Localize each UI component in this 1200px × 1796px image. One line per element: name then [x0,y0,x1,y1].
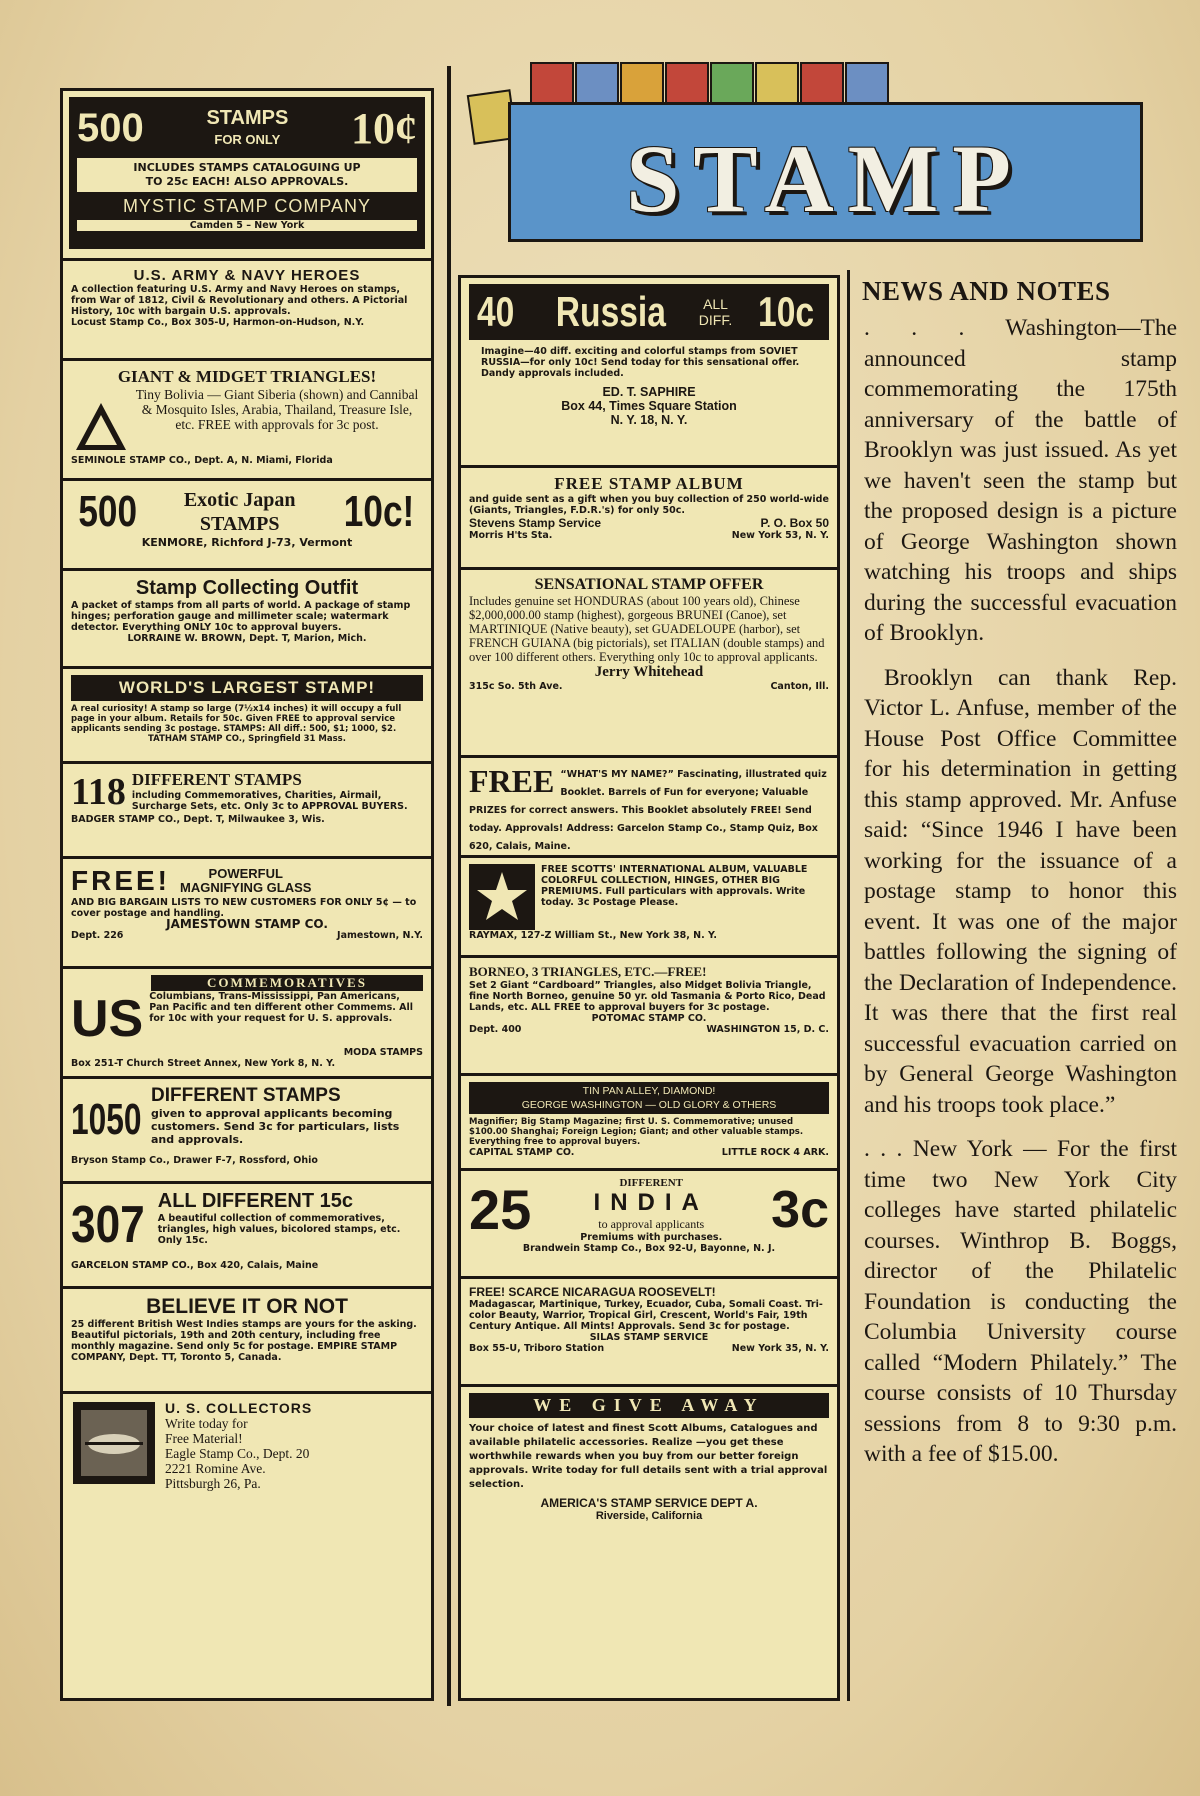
heroes-body: A collection featuring U.S. Army and Navy Heroes on stamps, from War of 1812, Civil & Revolutionary and others. A Pictorial History, 10c with bargain U.S. approvals. [71,284,408,317]
russia-addr2: N. Y. 18, N. Y. [610,413,688,427]
borneo-body: Set 2 Giant “Cardboard” Triangles, also Midget Bolivia Triangle, fine North Borneo, genuine 50 yr. old Tasmania & Porto Rico, Dead Lands, etc. ALL FREE to approval buyers for 3c postage. [469,980,826,1013]
commems-us: US [71,990,144,1048]
nicaragua-addr: Box 55-U, Triboro Station [469,1343,605,1354]
magnify-line1: POWERFUL [208,866,283,881]
ad-india [461,1171,837,1279]
eagle-line: Pittsburgh 26, Pa. [165,1476,261,1491]
ad-triangles [63,361,431,481]
n1050-num: 1050 [71,1095,142,1144]
commems-company: MODA STAMPS [343,1047,423,1058]
ad-mystic [63,91,431,261]
ad-nicaragua [461,1279,837,1387]
japan-price: 10c! [343,487,415,536]
magnify-free: FREE! [71,865,170,896]
india-addr: Brandwein Stamp Co., Box 92-U, Bayonne, N. J. [522,1243,776,1254]
mystic-for-only: FOR ONLY [214,131,281,147]
ad-album [461,468,837,570]
russia-diff: DIFF. [698,312,733,328]
commems-addr: Box 251-T Church Street Annex, New York 8, N. Y. [71,1058,336,1069]
outfit-body: A packet of stamps from all parts of world. A package of stamp hinges; perforation gauge and millimeter scale; watermark detector. Everything ONLY 10c to approval buyers. [71,600,411,633]
nicaragua-body: Madagascar, Martinique, Turkey, Ecuador, Cuba, Somali Coast. Tri-color Beauty, Warrior, Tropical Girl, Crescent, World's Fair, 19th Century Antique. All Mints! Approvals. Send 3c for postage. [469,1299,823,1332]
mystic-company: MYSTIC STAMP COMPANY [122,196,372,216]
ad-eagle [63,1394,431,1504]
airmail-stamp-icon [71,1400,157,1486]
ad-giveaway [461,1387,837,1537]
tinpan-city: LITTLE ROCK 4 ARK. [721,1147,829,1158]
news-paragraph: . . . New York — For the first time two New York City colleges have started philatelic courses. Winthrop B. Boggs, director of the Philatelic Foundation is conducting the Columbia University course called “Modern Philately.” The course consists of 10 Thursday sessions from 8 to 9:30 p.m. with a fee of $15.00. [864,1136,1177,1467]
ad-believe [63,1289,431,1394]
mystic-line1: INCLUDES STAMPS CATALOGUING UP [133,161,361,174]
ad-whatsname [461,758,837,858]
n307-body: A beautiful collection of commemoratives, triangles, high values, bicolored stamps, etc. Only 15c. [157,1213,401,1246]
news-column [847,270,1177,1701]
triangles-body: Tiny Bolivia — Giant Siberia (shown) and Cannibal & Mosquito Isles, Arabia, Thailand, Treasure Isle, etc. FREE with approvals for 3c post. [135,387,419,432]
india-num: 25 [469,1178,532,1241]
heroes-addr: Locust Stamp Co., Box 305-U, Harmon-on-Hudson, N.Y. [71,317,365,328]
banner-title: STAMP [626,125,1025,232]
eagle-line: 2221 Romine Ave. [165,1461,266,1476]
nicaragua-company: SILAS STAMP SERVICE [589,1332,709,1343]
n118-num: 118 [71,771,126,813]
ad-outfit [63,571,431,669]
borneo-company: POTOMAC STAMP CO. [591,1013,707,1024]
japan-title1: Exotic Japan [183,489,296,511]
outfit-title: Stamp Collecting Outfit [135,577,359,599]
n118-body: including Commemoratives, Charities, Airmail, Surcharge Sets, etc. Only 3c to APPROVAL BUYERS. [131,790,408,812]
triangles-title: GIANT & MIDGET TRIANGLES! [117,367,377,386]
nicaragua-title: FREE! SCARCE NICARAGUA ROOSEVELT! [469,1285,716,1299]
magnify-dept: Dept. 226 [71,930,124,941]
russia-addr1: Box 44, Times Square Station [561,399,737,413]
n1050-title: DIFFERENT STAMPS [151,1085,341,1106]
commems-body: Columbians, Trans-Mississippi, Pan Americans, Pan Pacific and ten different other Commems. All for 10c with your request for U. S. approvals. [149,991,414,1024]
japan-num: 500 [78,487,138,536]
ad-largest [63,669,431,764]
giveaway-company: AMERICA'S STAMP SERVICE DEPT A. [540,1496,758,1510]
album-sta: Morris H'ts Sta. [469,530,553,541]
russia-num: 40 [477,288,515,335]
japan-addr: KENMORE, Richford J-73, Vermont [141,536,353,549]
star-icon [469,864,535,930]
eagle-line: Free Material! [165,1431,243,1446]
whatsname-free: FREE [469,763,555,799]
ad-tinpan [461,1076,837,1171]
sensational-addr: 315c So. 5th Ave. [469,681,563,692]
n307-addr: GARCELON STAMP CO., Box 420, Calais, Maine [71,1260,319,1271]
magnify-line2: MAGNIFYING GLASS [180,880,312,895]
sensational-title: SENSATIONAL STAMP OFFER [534,576,764,593]
heroes-title: U.S. ARMY & NAVY HEROES [133,267,361,284]
mystic-price: 10¢ [350,104,417,153]
ad-raymax [461,858,837,958]
nicaragua-city: New York 35, N. Y. [731,1343,829,1354]
news-paragraph: . . . Washington—The announced stamp commemorating the 175th anniversary of the battle of Brooklyn was just issued. As yet we haven't seen the stamp but the proposed design is a picture of George Washington shown watching his troops and ships during the successful evacuation of Brooklyn. [864,315,1177,646]
india-prem: Premiums with purchases. [580,1232,723,1243]
giveaway-title: WE GIVE AWAY [469,1393,829,1418]
russia-name: Russia [556,288,667,335]
tinpan-company: CAPITAL STAMP CO. [469,1147,575,1158]
n1050-body: given to approval applicants becoming customers. Send 3c for particulars, lists and approvals. [151,1107,400,1146]
triangles-addr: SEMINOLE STAMP CO., Dept. A, N. Miami, Florida [71,455,333,466]
outfit-addr: LORRAINE W. BROWN, Dept. T, Marion, Mich. [127,633,367,644]
album-body: and guide sent as a gift when you buy collection of 250 world-wide (Giants, Triangles, F.D.R.'s) for only 50c. [469,494,829,516]
raymax-body: FREE SCOTTS' INTERNATIONAL ALBUM, VALUABLE COLORFUL COLLECTION, HINGES, OTHER BIG PREMIUMS. Full particulars with approvals. Write today. 3c Postage Please. [541,864,808,908]
mystic-num: 500 [77,106,144,150]
magnify-body: AND BIG BARGAIN LISTS TO NEW CUSTOMERS FOR ONLY 5¢ — to cover postage and handling. [71,897,417,919]
magnify-city: Jamestown, N.Y. [337,930,423,941]
india-sub: to approval applicants [598,1217,705,1231]
russia-price: 10c [757,288,814,335]
tinpan-line2: GEORGE WASHINGTON — OLD GLORY & OTHERS [521,1099,777,1111]
raymax-addr: RAYMAX, 127-Z William St., New York 38, N. Y. [469,930,717,941]
tinpan-line1: TIN PAN ALLEY, DIAMOND! [582,1085,716,1097]
japan-title2: STAMPS [199,513,280,535]
commems-header: COMMEMORATIVES [151,975,423,991]
sensational-name: Jerry Whitehead [594,664,704,680]
ad-commems [63,969,431,1079]
album-title: FREE STAMP ALBUM [554,474,744,493]
album-city: New York 53, N. Y. [731,530,829,541]
n118-title: DIFFERENT STAMPS [131,770,302,789]
ad-1050 [63,1079,431,1184]
news-heading: NEWS AND NOTES [862,276,1111,306]
sensational-body: Includes genuine set HONDURAS (about 100 years old), Chinese $2,000,000.00 stamp (highest), gorgeous BRUNEI (Canoe), set MARTINIQUE (Native beauty), set GUADELOUPE (harbor), set FRENCH GUIANA (big pictorials), set ITALIAN (double stamps) and over 100 different others. Everything only 10c to approval applicants. [469,594,825,664]
ad-japan [63,481,431,571]
album-box: P. O. Box 50 [760,516,829,530]
n307-num: 307 [71,1196,145,1254]
india-different: DIFFERENT [619,1177,683,1189]
news-paragraph: Brooklyn can thank Rep. Victor L. Anfuse, member of the House Post Office Committee for his determination in getting this stamp approved. Mr. Anfuse said: “Since 1946 I have been working for the issuance of a postage stamp to honor this event. It was one of the major battles following the signing of the Declaration of Independence. It was there that the first real successful evacuation carried on by General George Washington and his troops took place.” [864,664,1177,1118]
left-ad-column [60,88,434,1701]
borneo-dept: Dept. 400 [469,1024,522,1035]
believe-title: BELIEVE IT OR NOT [146,1295,348,1318]
eagle-line: Write today for [165,1416,248,1431]
triangle-stamp-icon [71,395,131,455]
russia-body: Imagine—40 diff. exciting and colorful stamps from SOVIET RUSSIA—for only 10c! Send today for this sensational offer. Dandy approvals included. [481,346,800,379]
ad-borneo [461,958,837,1076]
ad-sensational [461,570,837,758]
ad-307 [63,1184,431,1289]
ad-heroes [63,261,431,361]
ad-118 [63,764,431,859]
mystic-stamps: STAMPS [206,106,289,129]
mystic-line2: TO 25c EACH! ALSO APPROVALS. [145,175,349,188]
magnify-company: JAMESTOWN STAMP CO. [166,917,328,931]
ad-magnify [63,859,431,969]
sensational-city: Canton, Ill. [770,681,829,692]
whatsname-body: “WHAT'S MY NAME?” Fascinating, illustrated quiz Booklet. Barrels of Fun for everyone; Valuable PRIZES for correct answers. This Booklet absolutely FREE! Send today. Approvals! Address: Garcelon Stamp Co., Stamp Quiz, Box 620, Calais, Maine. [469,769,827,852]
borneo-title: BORNEO, 3 TRIANGLES, ETC.—FREE! [469,964,707,979]
largest-body: A real curiosity! A stamp so large (7½x14 inches) it will occupy a full page in your album. Retails for 50c. Given FREE to approval service applicants sending 3c postage. STAMPS: All diff.: 500, $1; 1000, $2. [71,704,402,734]
giveaway-body: Your choice of latest and finest Scott Albums, Catalogues and available philatelic accessories. Realize —you get these worthwhile rewards when you buy from our better foreign approvals. Write today for full details sent with a trial approval selection. [469,1423,828,1490]
ad-russia [461,278,837,468]
album-company: Stevens Stamp Service [469,516,602,530]
eagle-line: Eagle Stamp Co., Dept. 20 [165,1446,310,1461]
middle-ad-column [458,275,840,1701]
russia-name2: ED. T. SAPHIRE [602,385,696,399]
india-name: INDIA [593,1189,709,1216]
n307-title: ALL DIFFERENT 15c [157,1190,353,1212]
stamp-banner [508,102,1143,242]
giveaway-city: Riverside, California [595,1510,703,1522]
column-divider [447,66,451,1706]
tinpan-body: Magnifier; Big Stamp Magazine; first U. S. Commemorative; unused $100.00 Shanghai; Foreign Legion; Giant; and other valuable stamps. Everything free to approval buyers. [469,1117,804,1147]
borneo-city: WASHINGTON 15, D. C. [706,1024,829,1035]
largest-addr: TATHAM STAMP CO., Springfield 31 Mass. [148,734,346,744]
n118-addr: BADGER STAMP CO., Dept. T, Milwaukee 3, Wis. [71,814,325,825]
russia-all: ALL [703,296,728,312]
believe-body: 25 different British West Indies stamps are yours for the asking. Beautiful pictorials, 19th and 20th century, including free monthly magazine. Send only 5c for postage. EMPIRE STAMP COMPANY, Dept. TT, Toronto 5, Canada. [71,1319,417,1363]
eagle-title: U. S. COLLECTORS [165,1400,313,1416]
mystic-addr: Camden 5 – New York [77,220,417,231]
largest-title: WORLD'S LARGEST STAMP! [71,675,423,701]
n1050-addr: Bryson Stamp Co., Drawer F-7, Rossford, Ohio [71,1155,318,1166]
india-price: 3c [771,1181,829,1239]
